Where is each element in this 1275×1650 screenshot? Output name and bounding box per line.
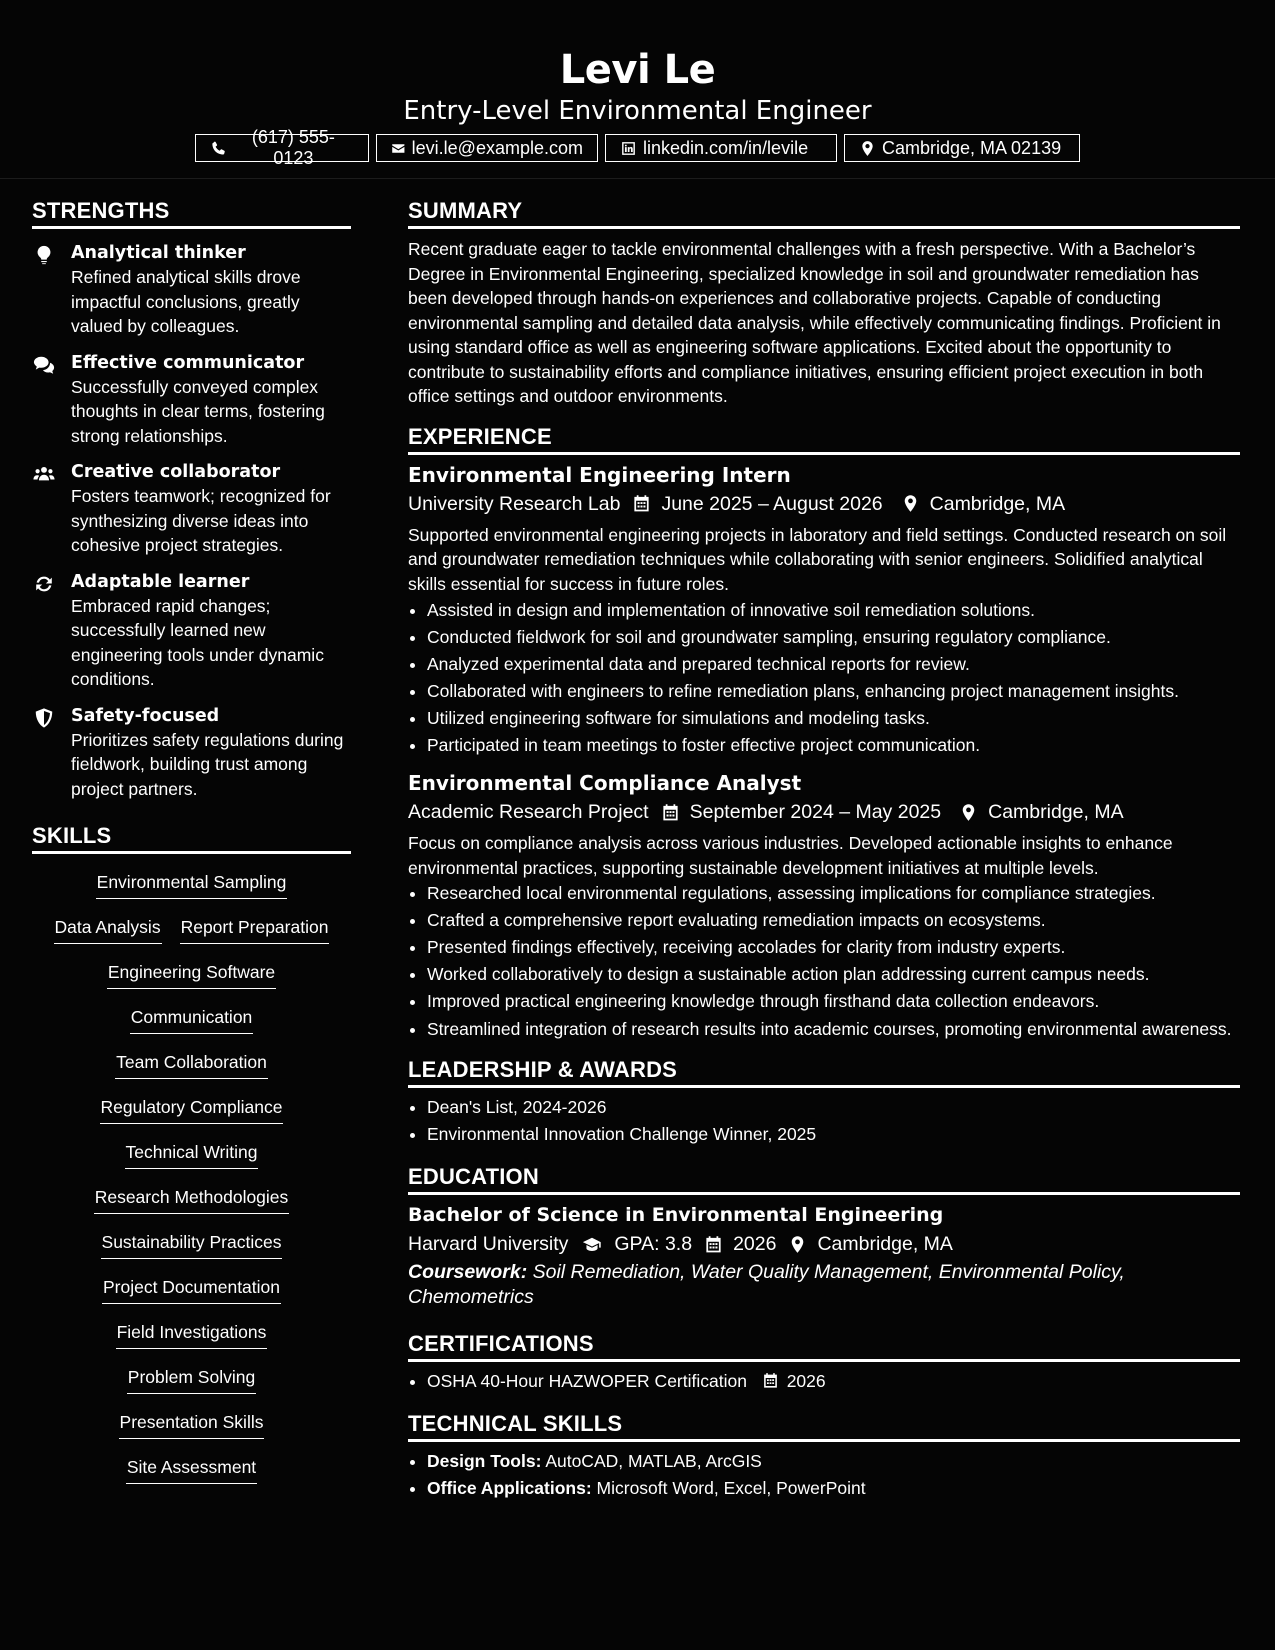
strength-desc: Successfully conveyed complex thoughts in clear terms, fostering strong relationships. xyxy=(71,376,325,446)
shield-icon xyxy=(33,707,55,729)
email-text: levi.le@example.com xyxy=(411,137,583,158)
strength-desc: Prioritizes safety regulations during fieldwork, building trust among project partners. xyxy=(71,729,344,799)
bullet-item: • Collaborated with engineers to refine remediation plans, enhancing project management insights. xyxy=(427,678,1240,705)
calendar-icon xyxy=(762,1372,779,1389)
tech-skill-value: AutoCAD, MATLAB, ArcGIS xyxy=(545,1451,762,1471)
phone-icon xyxy=(210,140,227,157)
calendar-icon xyxy=(704,1235,723,1254)
strength-desc: Refined analytical skills drove impactful conclusions, greatly valued by colleagues. xyxy=(71,267,301,336)
sidebar xyxy=(32,196,351,1500)
map-pin-icon xyxy=(959,803,978,822)
leadership-heading: LEADERSHIP & AWARDS xyxy=(408,1055,1240,1088)
school-location: Cambridge, MA xyxy=(817,1233,953,1255)
tech-skill-value: Microsoft Word, Excel, PowerPoint xyxy=(596,1478,866,1498)
award-item: • Dean's List, 2024-2026 xyxy=(427,1094,1240,1121)
strength-item xyxy=(32,704,351,802)
lightbulb-icon xyxy=(33,244,55,266)
bullet-item: • Streamlined integration of research results into academic courses, promoting environmental awareness. xyxy=(427,1017,1240,1041)
strength-desc: Fosters teamwork; recognized for synthesizing diverse ideas into cohesive project strategies. xyxy=(71,486,331,555)
contact-bar xyxy=(0,127,1275,168)
tech-skill-item xyxy=(427,1448,1240,1475)
skill-tag: Engineering Software xyxy=(107,960,276,989)
job-bullets xyxy=(408,880,1240,1041)
resume-header xyxy=(0,0,1275,179)
bullet-item: • Participated in team meetings to foster effective project communication. xyxy=(427,732,1240,759)
envelope-icon xyxy=(391,140,406,157)
job-description: Supported environmental engineering projects in laboratory and field settings. Conducted research on soil and groundwater remediation techniques while collaborating with senior engineers. Solidified analytical skills essential for success in future roles. xyxy=(408,524,1227,594)
contact-linkedin[interactable] xyxy=(605,134,837,162)
job-bullets xyxy=(408,597,1240,759)
calendar-icon xyxy=(632,494,651,513)
job-role: Environmental Engineering Intern xyxy=(408,462,791,487)
contact-phone[interactable] xyxy=(195,127,369,168)
grad-year: 2026 xyxy=(733,1233,777,1255)
technical-skills-list xyxy=(408,1448,1240,1502)
contact-location[interactable] xyxy=(844,134,1080,162)
users-icon xyxy=(33,463,55,485)
map-pin-icon xyxy=(859,140,876,157)
bullet-item: • Utilized engineering software for simulations and modeling tasks. xyxy=(427,705,1240,732)
tech-skill-label: Design Tools: xyxy=(427,1451,542,1471)
bullet-item: • Researched local environmental regulations, assessing implications for compliance strategies. xyxy=(427,880,1240,907)
map-pin-icon xyxy=(901,494,920,513)
tech-skill-label: Office Applications: xyxy=(427,1478,592,1498)
job-meta xyxy=(408,489,1240,519)
skill-tag: Environmental Sampling xyxy=(96,870,288,899)
job-entry xyxy=(408,461,1240,760)
school-name: Harvard University xyxy=(408,1233,569,1255)
skill-tag: Project Documentation xyxy=(102,1275,281,1304)
skill-tag: Regulatory Compliance xyxy=(100,1095,284,1124)
certification-name: OSHA 40-Hour HAZWOPER Certification xyxy=(427,1371,747,1391)
strengths-heading: STRENGTHS xyxy=(32,196,351,229)
experience-heading: EXPERIENCE xyxy=(408,422,1240,455)
education-entry xyxy=(408,1201,1240,1309)
bullet-item: • Assisted in design and implementation of innovative soil remediation solutions. xyxy=(427,597,1240,624)
bullet-item: • Analyzed experimental data and prepared technical reports for review. xyxy=(427,651,1240,678)
education-heading: EDUCATION xyxy=(408,1162,1240,1195)
bullet-item: • Presented findings effectively, receiving accolades for clarity from industry experts. xyxy=(427,934,1240,961)
job-org: Academic Research Project xyxy=(408,801,649,823)
awards-list xyxy=(408,1094,1240,1148)
location-text: Cambridge, MA 02139 xyxy=(882,137,1062,158)
summary-heading: SUMMARY xyxy=(408,196,1240,229)
certification-item xyxy=(427,1368,1240,1395)
technical-skills-heading: TECHNICAL SKILLS xyxy=(408,1409,1240,1442)
bullet-item: • Crafted a comprehensive report evaluating remediation impacts on ecosystems. xyxy=(427,907,1240,934)
calendar-icon xyxy=(661,803,680,822)
candidate-name: Levi Le xyxy=(559,47,716,93)
skill-tag: Site Assessment xyxy=(126,1455,257,1484)
main-column xyxy=(408,196,1240,1502)
degree-title: Bachelor of Science in Environmental Engineering xyxy=(408,1204,944,1226)
coursework xyxy=(408,1260,1240,1309)
contact-email[interactable] xyxy=(376,134,598,162)
coursework-list: Soil Remediation, Water Quality Management, Environmental Policy, Chemometrics xyxy=(408,1261,1125,1308)
job-title: Entry-Level Environmental Engineer xyxy=(403,96,872,126)
skill-tag: Team Collaboration xyxy=(115,1050,268,1079)
chat-bubbles-icon xyxy=(33,354,55,376)
skills-list xyxy=(32,870,351,1500)
strength-title: Analytical thinker xyxy=(71,243,246,263)
linkedin-text: linkedin.com/in/levile xyxy=(643,137,809,158)
skill-tag: Report Preparation xyxy=(180,915,330,944)
graduation-cap-icon xyxy=(580,1235,604,1254)
job-meta xyxy=(408,797,1240,827)
job-location: Cambridge, MA xyxy=(988,801,1124,823)
strength-item xyxy=(32,460,351,558)
skills-heading: SKILLS xyxy=(32,821,351,854)
strength-item xyxy=(32,570,351,692)
skill-tag: Field Investigations xyxy=(116,1320,268,1349)
tech-skill-item xyxy=(427,1475,1240,1502)
strengths-list xyxy=(32,241,351,801)
strength-item xyxy=(32,351,351,449)
bullet-item: • Worked collaboratively to design a sustainable action plan addressing current campus needs. xyxy=(427,961,1240,988)
job-entry xyxy=(408,769,1240,1041)
skill-tag: Technical Writing xyxy=(125,1140,259,1169)
skill-tag: Presentation Skills xyxy=(119,1410,265,1439)
skill-tag: Communication xyxy=(130,1005,254,1034)
strength-desc: Embraced rapid changes; successfully learned new engineering tools under dynamic conditions. xyxy=(71,595,324,689)
certifications-heading: CERTIFICATIONS xyxy=(408,1329,1240,1362)
sync-arrows-icon xyxy=(33,573,55,595)
job-role: Environmental Compliance Analyst xyxy=(408,771,802,795)
summary-text: Recent graduate eager to tackle environmental challenges with a fresh perspective. With a Bachelor’s Degree in Environmental Engineering, specialized knowledge in soil and groundwater remediation has been developed through hands-on experiences and collaborative projects. Capable of conducting environmental sampling and detailed data analysis, while effectively communicating findings. Proficient in using standard office as well as engineering software applications. Excited about the opportunity to contribute to sustainability efforts and compliance initiatives, ensuring efficient project execution in both office settings and outdoor environments. xyxy=(408,239,1221,406)
linkedin-icon xyxy=(620,140,637,157)
bullet-item: • Conducted fieldwork for soil and groundwater sampling, ensuring regulatory compliance. xyxy=(427,624,1240,651)
strength-title: Creative collaborator xyxy=(71,462,281,482)
strength-title: Safety-focused xyxy=(71,705,220,726)
skill-tag: Problem Solving xyxy=(127,1365,256,1394)
education-meta xyxy=(408,1229,1240,1259)
strength-title: Adaptable learner xyxy=(71,571,250,592)
map-pin-icon xyxy=(788,1235,807,1254)
strength-item xyxy=(32,241,351,339)
coursework-label: Coursework: xyxy=(408,1261,528,1283)
strength-title: Effective communicator xyxy=(71,352,305,373)
award-item: • Environmental Innovation Challenge Winner, 2025 xyxy=(427,1121,1240,1148)
job-location: Cambridge, MA xyxy=(929,492,1066,515)
skill-tag: Sustainability Practices xyxy=(101,1230,283,1259)
job-description: Focus on compliance analysis across various industries. Developed actionable insights to enhance environmental practices, supporting sustainable development initiatives at multiple levels. xyxy=(408,833,1173,878)
job-dates: September 2024 – May 2025 xyxy=(689,801,942,823)
phone-text: (617) 555-0123 xyxy=(251,127,335,168)
certifications-list xyxy=(408,1368,1240,1395)
job-org: University Research Lab xyxy=(408,492,621,515)
skill-tag: Data Analysis xyxy=(54,915,162,944)
skill-tag: Research Methodologies xyxy=(94,1185,290,1214)
job-dates: June 2025 – August 2026 xyxy=(661,492,883,515)
bullet-item: • Improved practical engineering knowledge through firsthand data collection endeavors. xyxy=(427,988,1240,1015)
certification-year: 2026 xyxy=(786,1371,826,1391)
gpa: GPA: 3.8 xyxy=(614,1233,693,1255)
